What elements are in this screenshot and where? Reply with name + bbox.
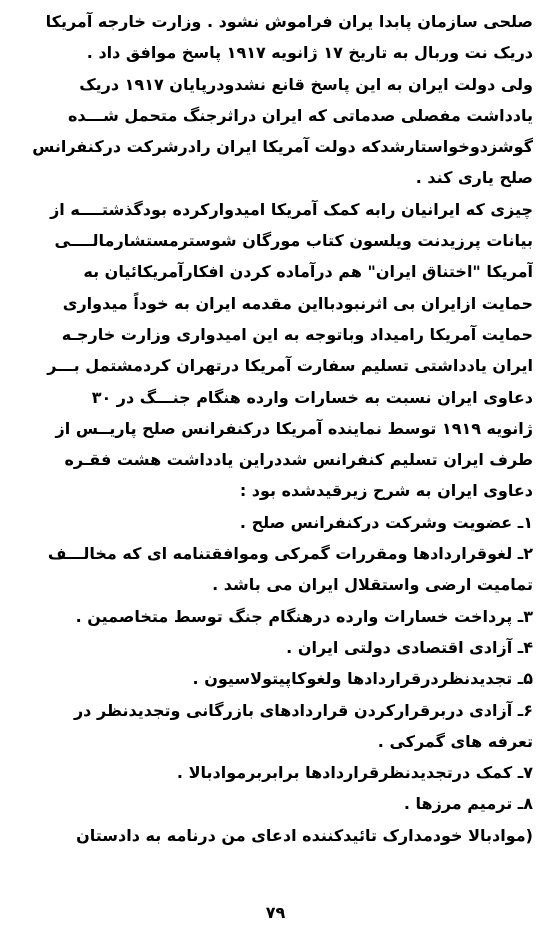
text-line: دریک نت وربال به تاریخ ۱۷ ژانویه ۱۹۱۷ پاسخ موافق داد . [86, 43, 533, 63]
text-line: صلحی سازمان پابدا یران فراموش نشود . وزارت خارجه آمریکا [45, 12, 533, 31]
text-line: ۵ـ تجدیدنظردرقراردادها ولغوکاپیتولاسیون . [192, 669, 533, 689]
text-line: ۳ـ پرداخت خسارات وارده درهنگام جنگ توسط متخاصمین . [75, 606, 533, 626]
text-line: (موادبالا خودمدارک تائیدکننده ادعای من درنامه به دادستان [76, 825, 533, 845]
text-line: ۷ـ کمک درتجدیدنظرقراردادها برابربرموادبالا . [176, 763, 533, 783]
text-line: ۴ـ آزادی اقتصادی دولتی ایران . [286, 637, 533, 657]
text-line: گوشزدوخواستارشدکه دولت آمریکا ایران رادرشرکت درکنفرانس [32, 137, 533, 157]
text-line: ۲ـ لغوقراردادها ومقررات گمرکی وموافقتنامه ای که مخالـــف [47, 544, 533, 564]
text-line: ژانویه ۱۹۱۹ توسط نماینده آمریکا درکنفرانس صلح پاریــس از [55, 418, 533, 438]
text-line: بیانات پرزیدنت ویلسون کتاب مورگان شوسترمستشارمالــــی [54, 231, 533, 251]
body-text [18, 6, 533, 851]
text-line: ولی دولت ایران به این پاسخ قانع نشدودرپایان ۱۹۱۷ دریک [79, 74, 533, 94]
text-line: ۸ـ ترمیم مرزها . [403, 794, 533, 814]
text-line: ۶ـ آزادی دربرقرارکردن قراردادهای بازرگانی وتجدیدنظر در [73, 700, 533, 720]
text-line: صلح یاری کند . [415, 168, 533, 188]
text-line: چیزی که ایرانیان رابه کمک آمریکا امیدوارکرده بودگذشتــــه از [50, 199, 533, 219]
text-line: تعرفه های گمرکی . [377, 731, 533, 751]
text-line: تمامیت ارضی واستقلال ایران می باشد . [212, 575, 533, 595]
text-line: دعاوی ایران به شرح زیرقیدشده بود : [239, 481, 533, 501]
page-number: ۷۹ [265, 903, 286, 922]
text-line: یادداشت مفصلی صدماتی که ایران دراثرجنگ متحمل شـــده [67, 105, 533, 125]
text-line: ۱ـ عضویت وشرکت درکنفرانس صلح . [239, 512, 533, 532]
text-line: حمایت آمریکا رامیداد وباتوجه به این امیدواری وزارت خارجـه [61, 324, 533, 344]
text-line: آمریکا "اختناق ایران" هم درآماده کردن افکارآمریکائیان به [83, 262, 533, 282]
text-line: ایران یادداشتی تسلیم سفارت آمریکا درتهران کردمشتمل بـــر [47, 356, 533, 376]
text-line: حمایت ازایران بی اثرنبودبااین مقدمه ایران به خوداً میدواری [62, 293, 533, 313]
text-line: طرف ایران تسلیم کنفرانس شددراین یادداشت هشت فقـره [64, 450, 533, 470]
text-line: دعاوی ایران نسبت به خسارات وارده هنگام جنـــگ در ۳۰ [91, 387, 533, 407]
